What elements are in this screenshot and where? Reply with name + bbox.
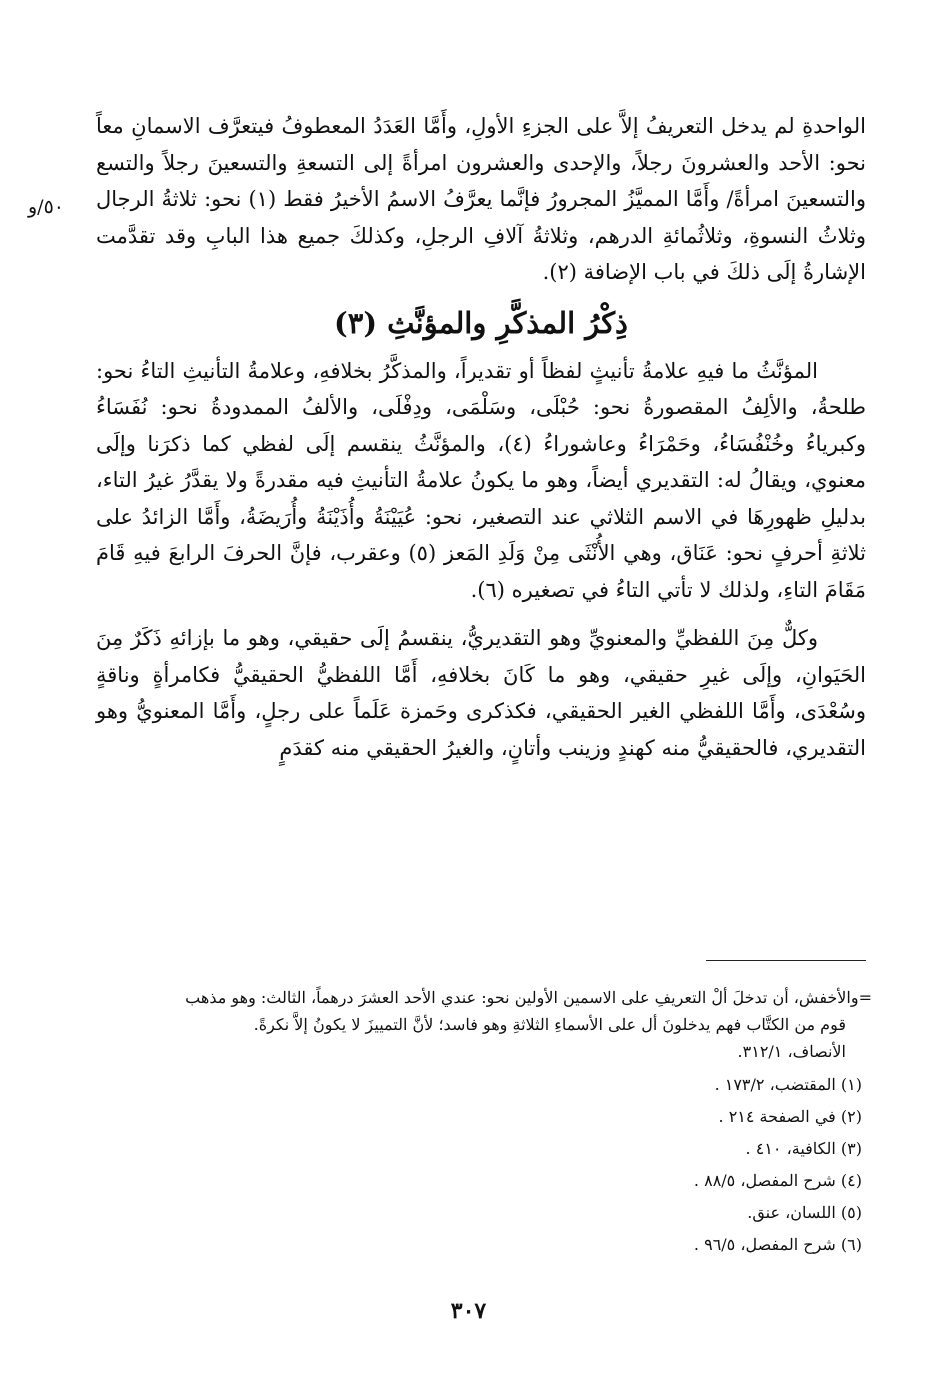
footnote-continuation (96, 984, 872, 1065)
footnote-list (96, 1069, 872, 1261)
page-number: ٣٠٧ (450, 1298, 487, 1324)
footnotes (96, 984, 872, 1261)
section-heading: ذِكْرُ المذكَّرِ والمؤنَّثِ (٣) (334, 305, 628, 340)
footnote-item: (١) المقتضب، ١٧٣/٢ . (714, 1075, 862, 1094)
footnote-continuation-line: =والأخفش، أن تدخلَ ألْ التعريفِ على الاسمين الأولين نحو: عندي الأحد العشرَ درهماً، الثالث: وهو مذهب (185, 988, 872, 1007)
footnote-item: (٦) شرح المفصل، ٩٦/٥ . (693, 1235, 862, 1254)
footnote-item: (٤) شرح المفصل، ٨٨/٥ . (693, 1171, 862, 1190)
main-text (96, 108, 866, 766)
footnote-item: (٣) الكافية، ٤١٠ . (745, 1139, 862, 1158)
margin-folio-note: ٥٠/و (28, 196, 64, 218)
footnote-continuation-line: الأنصاف، ٣١٢/١. (737, 1042, 846, 1061)
footnote-item: (٥) اللسان، عنق. (747, 1203, 862, 1222)
paragraph-2: المؤنَّثُ ما فيهِ علامةُ تأنيثٍ لفظاً أو تقديراً، والمذكَّرُ بخلافهِ، وعلامةُ التأنيثِ التاءُ نحو: طلحةُ، والألِفُ المقصورةُ نحو: حُبْلَى، وسَلْمَى، ودِفْلَى، والألفُ الممدودةُ نحو: نُفَسَاءُ وكبرياءُ وخُنْفُسَاءُ، وحَمْرَاءُ وعاشوراءُ (٤)، والمؤنَّثُ ينقسم إلَى لفظي كما ذكرَنا وإلَى معنوي، ويقالُ له: التقديري أيضاً، وهو ما يكونُ علامةُ التأنيثِ فيه مقدرةً ولا يقدَّرُ غيرُ التاء، بدليلِ ظهورِهَا في الاسم الثلاثي عند التصغير، نحو: عُيَيْنَةُ وأُذَيْنَةُ وأُرَيضَةُ، وأَمَّا الزائدُ على ثلاثةِ أحرفٍ نحو: عَنَاق، وهي الأُنْثَى مِنْ وَلَدِ المَعز (٥) وعقرب، فإنَّ الحرفَ الرابعَ فيهِ قَامَ مَقَامَ التاءِ، ولذلك لا تأتي التاءُ في تصغيره (٦). (96, 358, 866, 602)
footnote-item: (٢) في الصفحة ٢١٤ . (718, 1107, 862, 1126)
footnote-continuation-line: قوم من الكتَّاب فهم يدخلونَ أل على الأسماءِ الثلاثةِ وهو فاسد؛ لأنَّ التمييزَ لا يكونُ إلاَّ نكرةً. (253, 1015, 846, 1034)
paragraph-3: وكلٌّ مِنَ اللفظيِّ والمعنويِّ وهو التقديريُّ، ينقسمُ إلَى حقيقي، وهو ما بإزائهِ ذَكَرٌ مِنَ الحَيَوانِ، وإلَى غيرِ حقيقي، وهو ما كَانَ بخلافهِ، أَمَّا اللفظيُّ الحقيقيُّ فكامرأةٍ وناقةٍ وسُعْدَى، وأَمَّا اللفظي الغير الحقيقي، فكذكرى وحَمزة عَلَماً على رجلٍ، وأَمَّا المعنويُّ وهو التقديري، فالحقيقيُّ منه كهندٍ وزينب وأتانٍ، والغيرُ الحقيقي منه كقدَمٍ (96, 626, 866, 760)
footnote-separator (706, 960, 866, 961)
paragraph-1: الواحدةِ لم يدخل التعريفُ إلاَّ على الجزءِ الأولِ، وأَمَّا العَدَدُ المعطوفُ فيتعرَّف الاسمانِ معاً نحو: الأحد والعشرونَ رجلاً، والإحدى والعشرون امرأةً إلى التسعةِ والتسعينَ رجلاً والتسع والتسعينَ امرأةً/ وأَمَّا المميَّزُ المجرورُ فإنَّما يعرَّفُ الاسمُ الأخيرُ فقط (١) نحو: ثلاثةُ الرجال وثلاثُ النسوةِ، وثلاثُمائةِ الدرهم، وثلاثةُ آلافِ الرجلِ، وكذلكَ جميع هذا البابِ وقد تقدَّمت الإشارةُ إلَى ذلكَ في باب الإضافة (٢). (96, 114, 866, 284)
